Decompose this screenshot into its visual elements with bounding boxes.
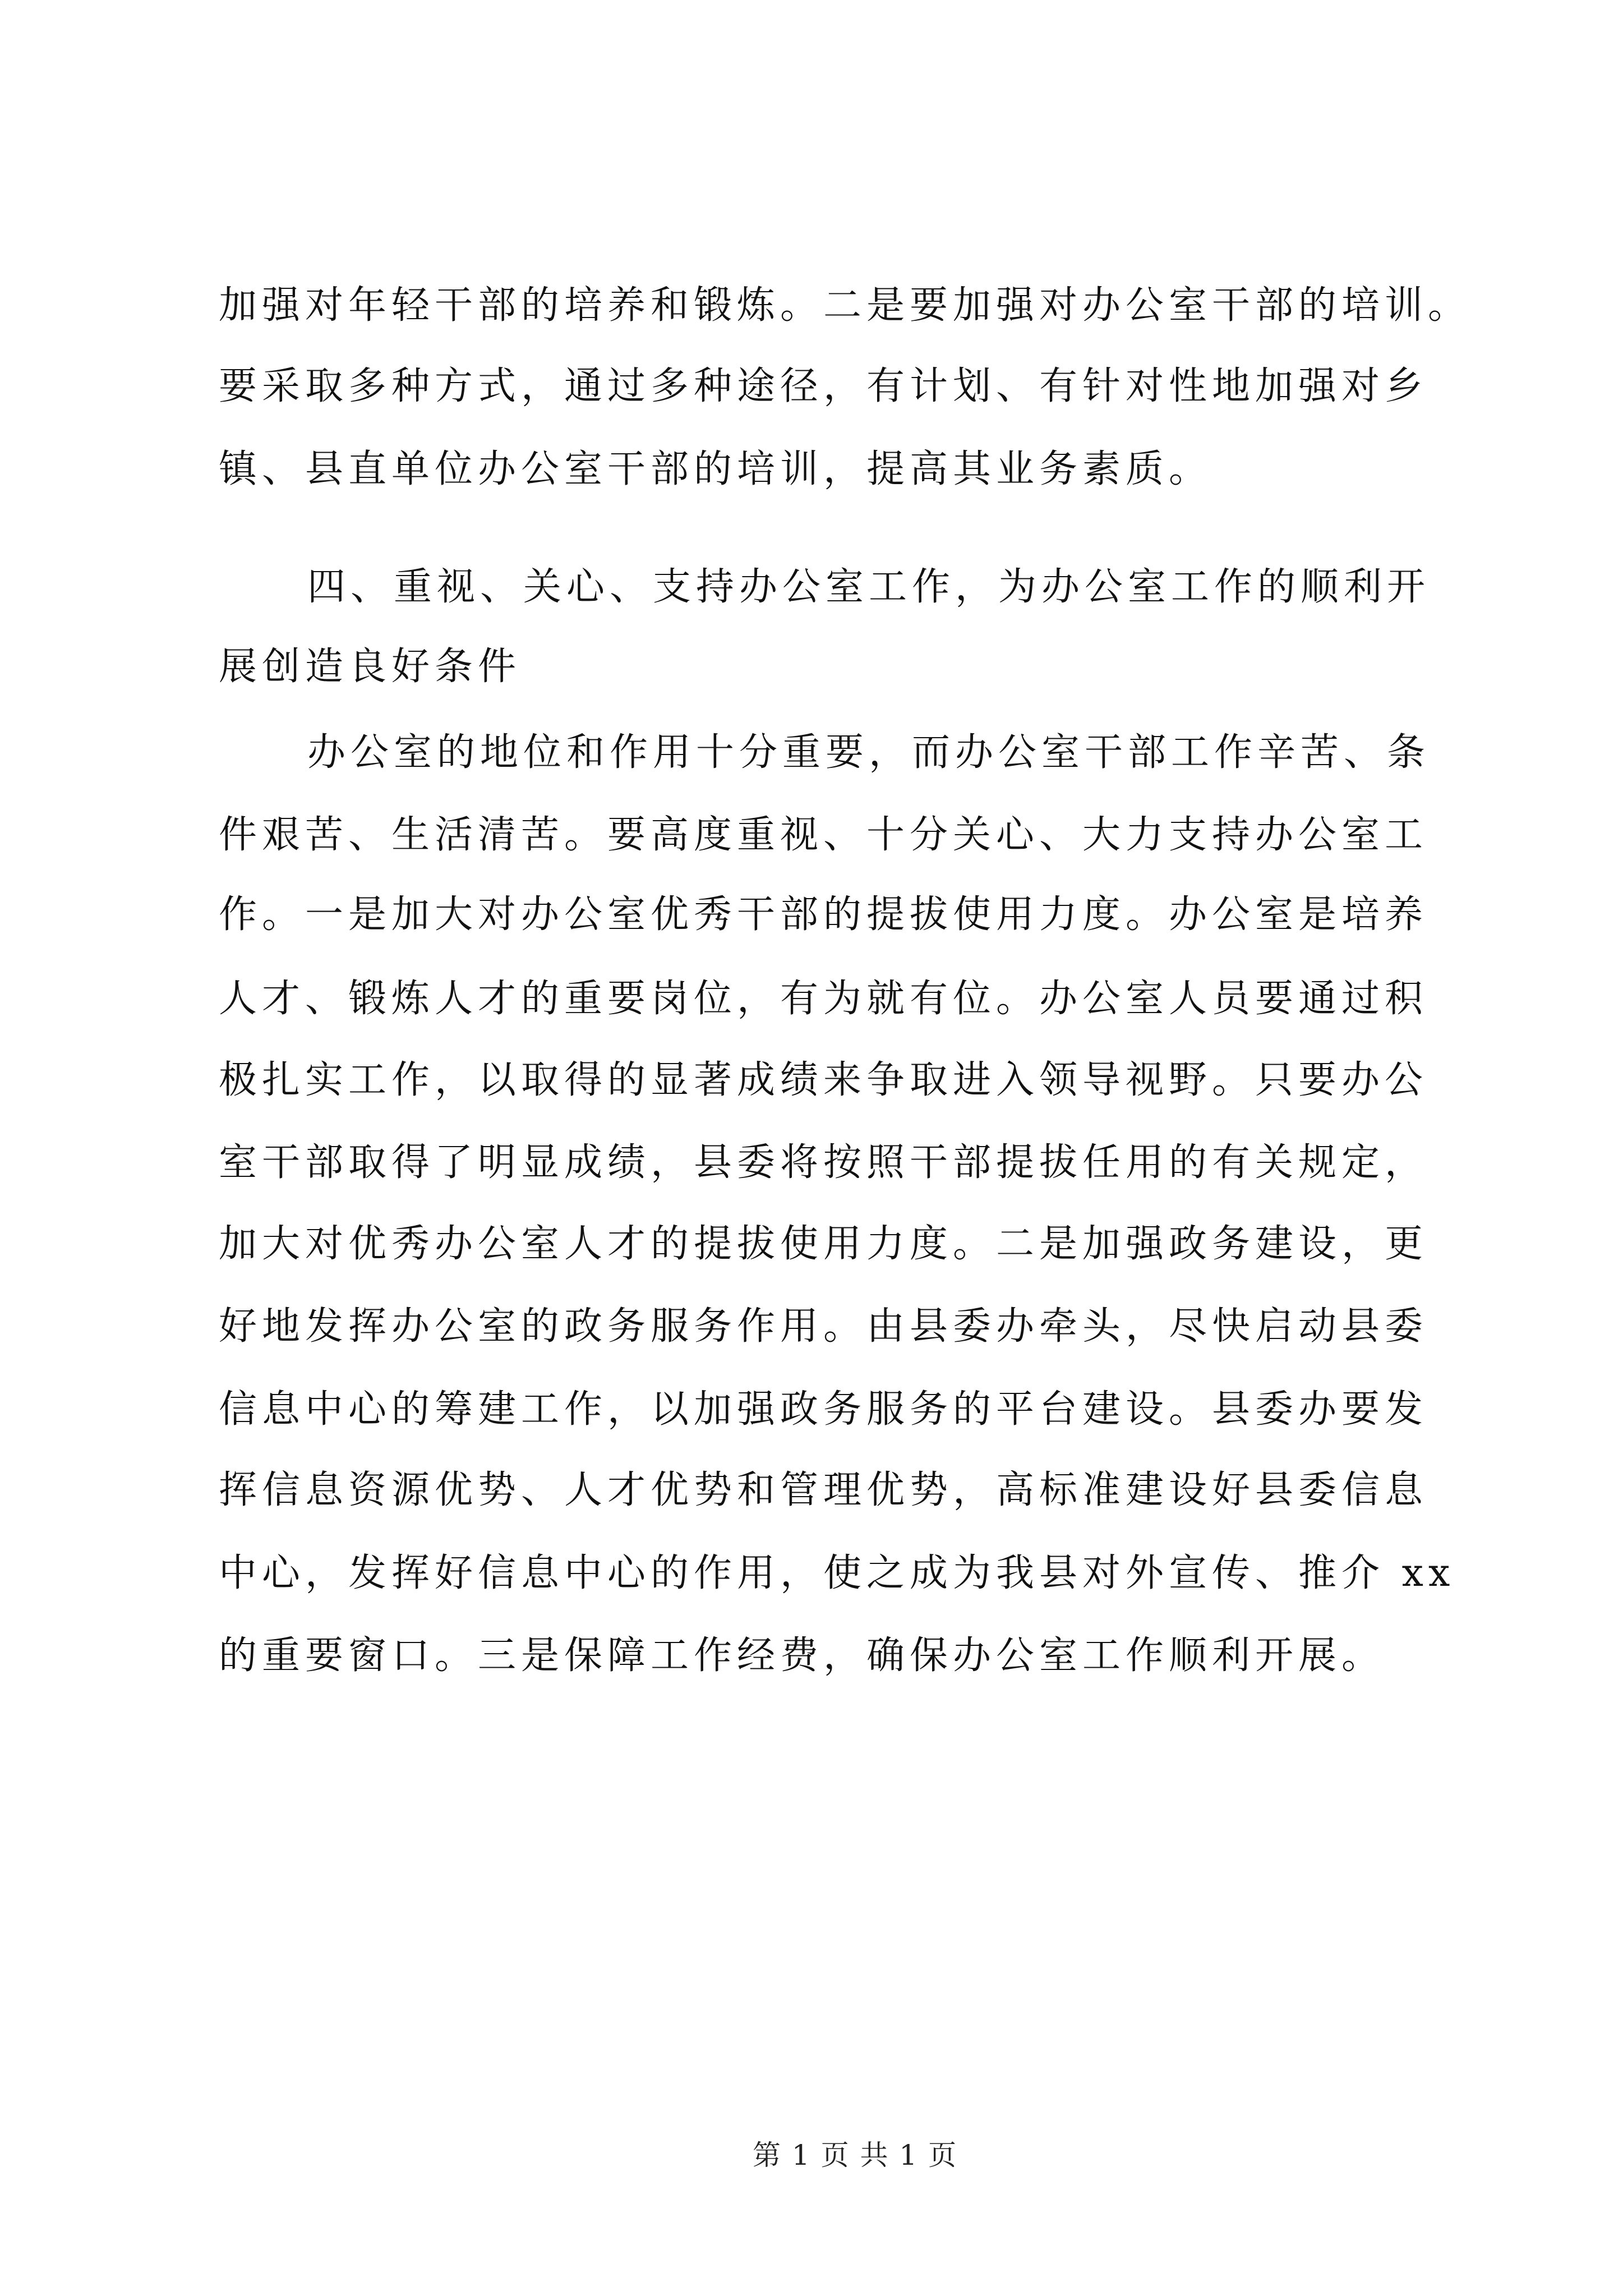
heading-line: 四、重视、关心、支持办公室工作，为办公室工作的顺利开 [307,565,1431,609]
text-line: 件艰苦、生活清苦。要高度重视、十分关心、大力支持办公室工 [219,813,1428,857]
page-footer: 第 1 页 共 1 页 [753,2139,958,2171]
text-line: 加强对年轻干部的培养和锻炼。二是要加强对办公室干部的培训。 [219,283,1472,328]
text-line: 中心，发挥好信息中心的作用，使之成为我县对外宣传、推介 xx [219,1551,1455,1595]
text-line: 挥信息资源优势、人才优势和管理优势，高标准建设好县委信息 [219,1468,1428,1512]
text-line: 要采取多种方式，通过多种途径，有计划、有针对性地加强对乡 [219,364,1428,408]
text-line: 加大对优秀办公室人才的提拔使用力度。二是加强政务建设，更 [219,1222,1428,1266]
text-line: 信息中心的筹建工作，以加强政务服务的平台建设。县委办要发 [219,1387,1428,1432]
heading-line: 展创造良好条件 [219,645,522,689]
text-line: 镇、县直单位办公室干部的培训，提高其业务素质。 [219,447,1212,491]
text-line: 人才、锻炼人才的重要岗位，有为就有位。办公室人员要通过积 [219,977,1428,1021]
text-line: 极扎实工作，以取得的显著成绩来争取进入领导视野。只要办公 [219,1058,1428,1102]
text-line: 办公室的地位和作用十分重要，而办公室干部工作辛苦、条 [307,730,1431,775]
text-line: 室干部取得了明显成绩，县委将按照干部提拔任用的有关规定， [219,1140,1428,1185]
text-line: 好地发挥办公室的政务服务作用。由县委办牵头，尽快启动县委 [219,1304,1428,1349]
text-line: 的重要窗口。三是保障工作经费，确保办公室工作顺利开展。 [219,1634,1385,1678]
text-line: 作。一是加大对办公室优秀干部的提拔使用力度。办公室是培养 [219,892,1428,937]
